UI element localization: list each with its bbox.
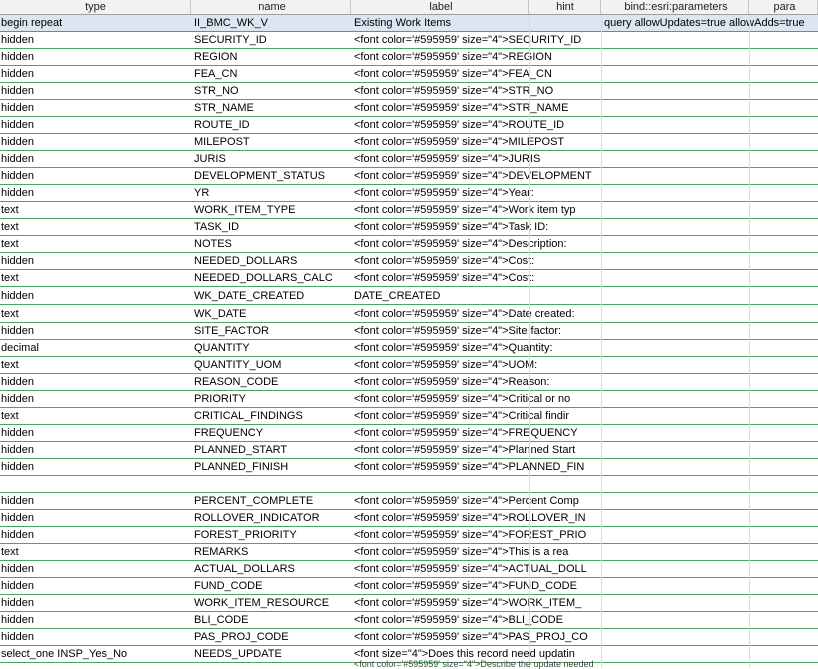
parameters-cell[interactable]	[601, 544, 749, 560]
type-cell[interactable]: hidden	[1, 102, 35, 114]
table-row	[0, 168, 818, 185]
extra-cell[interactable]	[749, 66, 818, 82]
partial-row-label-cell[interactable]: <font color='#595959' size="4">Describe the update needed	[354, 659, 594, 669]
extra-cell[interactable]	[749, 340, 818, 356]
name-cell[interactable]: REMARKS	[194, 546, 249, 558]
type-cell[interactable]: hidden	[1, 631, 35, 643]
table-row	[0, 306, 818, 323]
type-cell[interactable]: hidden	[1, 580, 35, 592]
column-header-bind-esri-parameters[interactable]: bind::esri:parameters	[601, 0, 749, 14]
table-row	[0, 323, 818, 340]
type-cell[interactable]: text	[1, 546, 19, 558]
table-row	[0, 578, 818, 595]
table-row	[0, 595, 818, 612]
hint-cell[interactable]	[529, 510, 601, 526]
table-row	[0, 288, 818, 305]
parameters-cell[interactable]	[601, 391, 749, 407]
label-cell[interactable]: <font color='#595959' size="4">REGION	[354, 51, 552, 63]
name-cell[interactable]: ACTUAL_DOLLARS	[194, 563, 295, 575]
table-row	[0, 408, 818, 425]
parameters-cell[interactable]	[601, 527, 749, 543]
table-row	[0, 374, 818, 391]
extra-cell[interactable]	[749, 527, 818, 543]
hint-cell[interactable]	[529, 374, 601, 390]
parameters-cell[interactable]	[601, 185, 749, 201]
name-cell[interactable]: SITE_FACTOR	[194, 325, 269, 337]
type-cell[interactable]: hidden	[1, 529, 35, 541]
column-divider	[601, 15, 602, 668]
table-row	[0, 357, 818, 374]
extra-cell[interactable]	[749, 270, 818, 286]
table-row	[0, 425, 818, 442]
label-cell[interactable]: <font color='#595959' size="4">Quantity:	[354, 342, 553, 354]
label-cell[interactable]: <font color='#595959' size="4">Reason:	[354, 376, 550, 388]
parameters-cell[interactable]	[601, 134, 749, 150]
type-cell[interactable]: hidden	[1, 597, 35, 609]
label-cell[interactable]: <font color='#595959' size="4">WORK_ITEM_	[354, 597, 582, 609]
label-cell[interactable]: <font color='#595959' size="4">Cost:	[354, 272, 535, 284]
extra-cell[interactable]	[749, 134, 818, 150]
label-cell[interactable]: <font color='#595959' size="4">ROUTE_ID	[354, 119, 565, 131]
label-cell[interactable]: <font color='#595959' size="4">MILEPOST	[354, 136, 565, 148]
hint-cell[interactable]	[529, 49, 601, 65]
column-divider	[529, 15, 530, 668]
table-row	[0, 442, 818, 459]
parameters-cell[interactable]	[601, 510, 749, 526]
hint-cell[interactable]	[529, 253, 601, 269]
name-cell[interactable]: FREQUENCY	[194, 427, 264, 439]
type-cell[interactable]: hidden	[1, 427, 35, 439]
name-cell[interactable]: STR_NO	[194, 85, 239, 97]
name-cell[interactable]: ROUTE_ID	[194, 119, 250, 131]
parameters-cell[interactable]	[601, 253, 749, 269]
table-row	[0, 527, 818, 544]
extra-cell[interactable]	[749, 544, 818, 560]
extra-cell[interactable]	[749, 202, 818, 218]
name-cell[interactable]: MILEPOST	[194, 136, 250, 148]
type-cell[interactable]: hidden	[1, 290, 35, 302]
name-cell[interactable]: NOTES	[194, 238, 232, 250]
name-cell[interactable]: CRITICAL_FINDINGS	[194, 410, 303, 422]
parameters-cell[interactable]	[601, 612, 749, 628]
table-row	[0, 544, 818, 561]
parameters-cell[interactable]: query allowUpdates=true allowAdds=true	[604, 17, 805, 29]
hint-cell[interactable]	[529, 168, 601, 184]
name-cell[interactable]: YR	[194, 187, 210, 199]
label-cell[interactable]: <font color='#595959' size="4">ROLLOVER_IN	[354, 512, 586, 524]
label-cell[interactable]: <font color='#595959' size="4">FOREST_PRIO	[354, 529, 587, 541]
hint-cell[interactable]	[529, 612, 601, 628]
parameters-cell[interactable]	[601, 83, 749, 99]
hint-cell[interactable]	[529, 219, 601, 235]
parameters-cell[interactable]	[601, 49, 749, 65]
label-cell[interactable]: Existing Work Items	[354, 17, 451, 29]
label-cell[interactable]: <font color='#595959' size="4">BLI_CODE	[354, 614, 563, 626]
hint-cell[interactable]	[529, 306, 601, 322]
name-cell[interactable]: QUANTITY	[194, 342, 250, 354]
column-header-type[interactable]: type	[0, 0, 191, 14]
type-cell[interactable]: hidden	[1, 393, 35, 405]
label-cell[interactable]: <font color='#595959' size="4">Task ID:	[354, 221, 549, 233]
label-cell[interactable]: <font color='#595959' size="4">FEA_CN	[354, 68, 552, 80]
label-cell[interactable]: <font color='#595959' size="4">This is a rea	[354, 546, 569, 558]
name-cell[interactable]: ROLLOVER_INDICATOR	[194, 512, 320, 524]
hint-cell[interactable]	[529, 100, 601, 116]
extra-cell[interactable]	[749, 595, 818, 611]
type-cell[interactable]: decimal	[1, 342, 39, 354]
type-cell[interactable]: hidden	[1, 51, 35, 63]
type-cell[interactable]: hidden	[1, 444, 35, 456]
hint-cell[interactable]	[529, 391, 601, 407]
label-cell[interactable]: <font color='#595959' size="4">FREQUENCY	[354, 427, 578, 439]
label-cell[interactable]: <font color='#595959' size="4">STR_NO	[354, 85, 554, 97]
hint-cell[interactable]	[529, 408, 601, 424]
parameters-cell[interactable]	[601, 357, 749, 373]
type-cell[interactable]: text	[1, 272, 19, 284]
table-row	[0, 117, 818, 134]
type-cell[interactable]: hidden	[1, 34, 35, 46]
parameters-cell[interactable]	[601, 561, 749, 577]
type-cell[interactable]: hidden	[1, 170, 35, 182]
hint-cell[interactable]	[529, 236, 601, 252]
type-cell[interactable]: begin repeat	[1, 17, 63, 29]
name-cell[interactable]: FOREST_PRIORITY	[194, 529, 297, 541]
name-cell[interactable]: WORK_ITEM_TYPE	[194, 204, 296, 216]
parameters-cell[interactable]	[601, 32, 749, 48]
extra-cell[interactable]	[749, 323, 818, 339]
label-cell[interactable]: <font color='#595959' size="4">PAS_PROJ_CO	[354, 631, 588, 643]
parameters-cell[interactable]	[601, 168, 749, 184]
extra-cell[interactable]	[749, 493, 818, 509]
parameters-cell[interactable]	[601, 288, 749, 304]
parameters-cell[interactable]	[601, 117, 749, 133]
table-row	[0, 493, 818, 510]
hint-cell[interactable]	[529, 476, 601, 492]
parameters-cell[interactable]	[601, 425, 749, 441]
extra-cell[interactable]	[749, 561, 818, 577]
extra-cell[interactable]	[749, 100, 818, 116]
type-cell[interactable]: hidden	[1, 85, 35, 97]
type-cell[interactable]: text	[1, 204, 19, 216]
extra-cell[interactable]	[749, 476, 818, 492]
type-cell[interactable]: hidden	[1, 255, 35, 267]
name-cell[interactable]: PAS_PROJ_CODE	[194, 631, 289, 643]
extra-cell[interactable]	[749, 185, 818, 201]
label-cell[interactable]: <font color='#595959' size="4">SECURITY_ID	[354, 34, 582, 46]
column-divider	[749, 15, 750, 668]
label-cell[interactable]: <font color='#595959' size="4">FUND_CODE	[354, 580, 577, 592]
type-cell[interactable]: select_one INSP_Yes_No	[1, 648, 128, 660]
table-row	[0, 391, 818, 408]
hint-cell[interactable]	[529, 117, 601, 133]
parameters-cell[interactable]	[601, 100, 749, 116]
name-cell[interactable]: JURIS	[194, 153, 226, 165]
label-cell[interactable]: <font color='#595959' size="4">Date created:	[354, 308, 575, 320]
label-cell[interactable]: <font color='#595959' size="4">Year:	[354, 187, 534, 199]
name-cell[interactable]: REGION	[194, 51, 238, 63]
hint-cell[interactable]	[529, 15, 601, 31]
hint-cell[interactable]	[529, 270, 601, 286]
parameters-cell[interactable]	[601, 408, 749, 424]
label-cell[interactable]: <font color='#595959' size="4">DEVELOPMENT	[354, 170, 592, 182]
hint-cell[interactable]	[529, 202, 601, 218]
label-cell[interactable]: <font color='#595959' size="4">JURIS	[354, 153, 541, 165]
label-cell[interactable]: DATE_CREATED	[354, 290, 441, 302]
table-row	[0, 219, 818, 236]
parameters-cell[interactable]	[601, 629, 749, 645]
table-row	[0, 83, 818, 100]
name-cell[interactable]: DEVELOPMENT_STATUS	[194, 170, 326, 182]
hint-cell[interactable]	[529, 442, 601, 458]
name-cell[interactable]: NEEDED_DOLLARS_CALC	[194, 272, 333, 284]
extra-cell[interactable]	[749, 391, 818, 407]
hint-cell[interactable]	[529, 357, 601, 373]
type-cell[interactable]: hidden	[1, 376, 35, 388]
name-cell[interactable]: QUANTITY_UOM	[194, 359, 282, 371]
hint-cell[interactable]	[529, 493, 601, 509]
label-cell[interactable]: <font size="4">Does this record need updatin	[354, 648, 575, 660]
parameters-cell[interactable]	[601, 476, 749, 492]
extra-cell[interactable]	[749, 306, 818, 322]
type-cell[interactable]: hidden	[1, 325, 35, 337]
extra-cell[interactable]	[749, 117, 818, 133]
table-row	[0, 612, 818, 629]
type-cell[interactable]: hidden	[1, 614, 35, 626]
extra-cell[interactable]	[749, 32, 818, 48]
extra-cell[interactable]	[749, 357, 818, 373]
label-cell[interactable]: <font color='#595959' size="4">Description:	[354, 238, 567, 250]
table-row	[0, 476, 818, 493]
type-cell[interactable]: hidden	[1, 495, 35, 507]
label-cell[interactable]: <font color='#595959' size="4">Work item typ	[354, 204, 576, 216]
table-row	[0, 459, 818, 476]
table-row	[0, 561, 818, 578]
name-cell[interactable]: BLI_CODE	[194, 614, 249, 626]
type-cell[interactable]: hidden	[1, 136, 35, 148]
hint-cell[interactable]	[529, 185, 601, 201]
table-row	[0, 32, 818, 49]
parameters-cell[interactable]	[601, 151, 749, 167]
extra-cell[interactable]	[749, 646, 818, 662]
column-header-label[interactable]: label	[351, 0, 529, 14]
parameters-cell[interactable]	[601, 236, 749, 252]
extra-cell[interactable]	[749, 374, 818, 390]
extra-cell[interactable]	[749, 408, 818, 424]
parameters-cell[interactable]	[601, 323, 749, 339]
table-row	[0, 100, 818, 117]
name-cell[interactable]: PRIORITY	[194, 393, 246, 405]
name-cell[interactable]	[191, 476, 351, 492]
type-cell[interactable]: hidden	[1, 187, 35, 199]
column-header-name[interactable]: name	[191, 0, 351, 14]
name-cell[interactable]: FEA_CN	[194, 68, 238, 80]
table-row	[0, 253, 818, 270]
type-cell[interactable]: hidden	[1, 563, 35, 575]
name-cell[interactable]: NEEDS_UPDATE	[194, 648, 282, 660]
extra-cell[interactable]	[749, 83, 818, 99]
table-row	[0, 66, 818, 83]
parameters-cell[interactable]	[601, 578, 749, 594]
table-row	[0, 15, 818, 32]
column-header-parameters[interactable]: para	[749, 0, 818, 14]
parameters-cell[interactable]	[601, 493, 749, 509]
type-cell[interactable]	[0, 476, 191, 492]
parameters-cell[interactable]	[601, 306, 749, 322]
extra-cell[interactable]	[749, 578, 818, 594]
hint-cell[interactable]	[529, 340, 601, 356]
label-cell[interactable]	[351, 476, 529, 492]
extra-cell[interactable]	[749, 629, 818, 645]
parameters-cell[interactable]	[601, 219, 749, 235]
label-cell[interactable]: <font color='#595959' size="4">STR_NAME	[354, 102, 569, 114]
label-cell[interactable]: <font color='#595959' size="4">PLANNED_FIN	[354, 461, 585, 473]
label-cell[interactable]: <font color='#595959' size="4">ACTUAL_DOLL	[354, 563, 587, 575]
hint-cell[interactable]	[529, 595, 601, 611]
label-cell[interactable]: <font color='#595959' size="4">Planned Start	[354, 444, 576, 456]
extra-cell[interactable]	[749, 168, 818, 184]
extra-cell[interactable]	[749, 236, 818, 252]
extra-cell[interactable]	[749, 288, 818, 304]
hint-cell[interactable]	[529, 288, 601, 304]
hint-cell[interactable]	[529, 32, 601, 48]
hint-cell[interactable]	[529, 544, 601, 560]
hint-cell[interactable]	[529, 134, 601, 150]
hint-cell[interactable]	[529, 323, 601, 339]
extra-cell[interactable]	[749, 612, 818, 628]
name-cell[interactable]: WK_DATE_CREATED	[194, 290, 305, 302]
name-cell[interactable]: TASK_ID	[194, 221, 240, 233]
name-cell[interactable]: II_BMC_WK_V	[194, 17, 268, 29]
table-row	[0, 134, 818, 151]
parameters-cell[interactable]	[601, 270, 749, 286]
label-cell[interactable]: <font color='#595959' size="4">Percent Comp	[354, 495, 579, 507]
label-cell[interactable]: <font color='#595959' size="4">Critical findir	[354, 410, 570, 422]
table-row	[0, 510, 818, 527]
label-cell[interactable]: <font color='#595959' size="4">Cost:	[354, 255, 535, 267]
extra-cell[interactable]	[749, 459, 818, 475]
extra-cell[interactable]	[749, 425, 818, 441]
hint-cell[interactable]	[529, 561, 601, 577]
name-cell[interactable]: SECURITY_ID	[194, 34, 267, 46]
type-cell[interactable]: hidden	[1, 512, 35, 524]
label-cell[interactable]: <font color='#595959' size="4">Site factor:	[354, 325, 562, 337]
parameters-cell[interactable]	[601, 595, 749, 611]
hint-cell[interactable]	[529, 83, 601, 99]
type-cell[interactable]: text	[1, 221, 19, 233]
parameters-cell[interactable]	[601, 646, 749, 662]
extra-cell[interactable]	[749, 219, 818, 235]
type-cell[interactable]: text	[1, 308, 19, 320]
table-row	[0, 236, 818, 253]
hint-cell[interactable]	[529, 66, 601, 82]
name-cell[interactable]: PLANNED_START	[194, 444, 288, 456]
type-cell[interactable]: hidden	[1, 153, 35, 165]
type-cell[interactable]: hidden	[1, 119, 35, 131]
parameters-cell[interactable]	[601, 459, 749, 475]
extra-cell[interactable]	[749, 510, 818, 526]
parameters-cell[interactable]	[601, 66, 749, 82]
type-cell[interactable]: text	[1, 359, 19, 371]
name-cell[interactable]: REASON_CODE	[194, 376, 279, 388]
name-cell[interactable]: WORK_ITEM_RESOURCE	[194, 597, 330, 609]
name-cell[interactable]: FUND_CODE	[194, 580, 263, 592]
type-cell[interactable]: text	[1, 410, 19, 422]
name-cell[interactable]: WK_DATE	[194, 308, 247, 320]
name-cell[interactable]: NEEDED_DOLLARS	[194, 255, 298, 267]
hint-cell[interactable]	[529, 629, 601, 645]
extra-cell[interactable]	[749, 15, 818, 31]
name-cell[interactable]: STR_NAME	[194, 102, 254, 114]
extra-cell[interactable]	[749, 49, 818, 65]
extra-cell[interactable]	[749, 253, 818, 269]
name-cell[interactable]: PLANNED_FINISH	[194, 461, 289, 473]
hint-cell[interactable]	[529, 527, 601, 543]
parameters-cell[interactable]	[601, 340, 749, 356]
extra-cell[interactable]	[749, 151, 818, 167]
hint-cell[interactable]	[529, 459, 601, 475]
parameters-cell[interactable]	[601, 202, 749, 218]
type-cell[interactable]: text	[1, 238, 19, 250]
label-cell[interactable]: <font color='#595959' size="4">UOM:	[354, 359, 538, 371]
table-row	[0, 340, 818, 357]
type-cell[interactable]: hidden	[1, 461, 35, 473]
extra-cell[interactable]	[749, 442, 818, 458]
type-cell[interactable]: hidden	[1, 68, 35, 80]
hint-cell[interactable]	[529, 578, 601, 594]
table-row	[0, 151, 818, 168]
hint-cell[interactable]	[529, 425, 601, 441]
table-row	[0, 49, 818, 66]
parameters-cell[interactable]	[601, 442, 749, 458]
table-row	[0, 270, 818, 287]
name-cell[interactable]: PERCENT_COMPLETE	[194, 495, 314, 507]
column-header-hint[interactable]: hint	[529, 0, 601, 14]
table-row	[0, 629, 818, 646]
table-row	[0, 185, 818, 202]
hint-cell[interactable]	[529, 151, 601, 167]
column-header-row	[0, 0, 818, 15]
parameters-cell[interactable]	[601, 374, 749, 390]
label-cell[interactable]: <font color='#595959' size="4">Critical or no	[354, 393, 571, 405]
table-row	[0, 202, 818, 219]
